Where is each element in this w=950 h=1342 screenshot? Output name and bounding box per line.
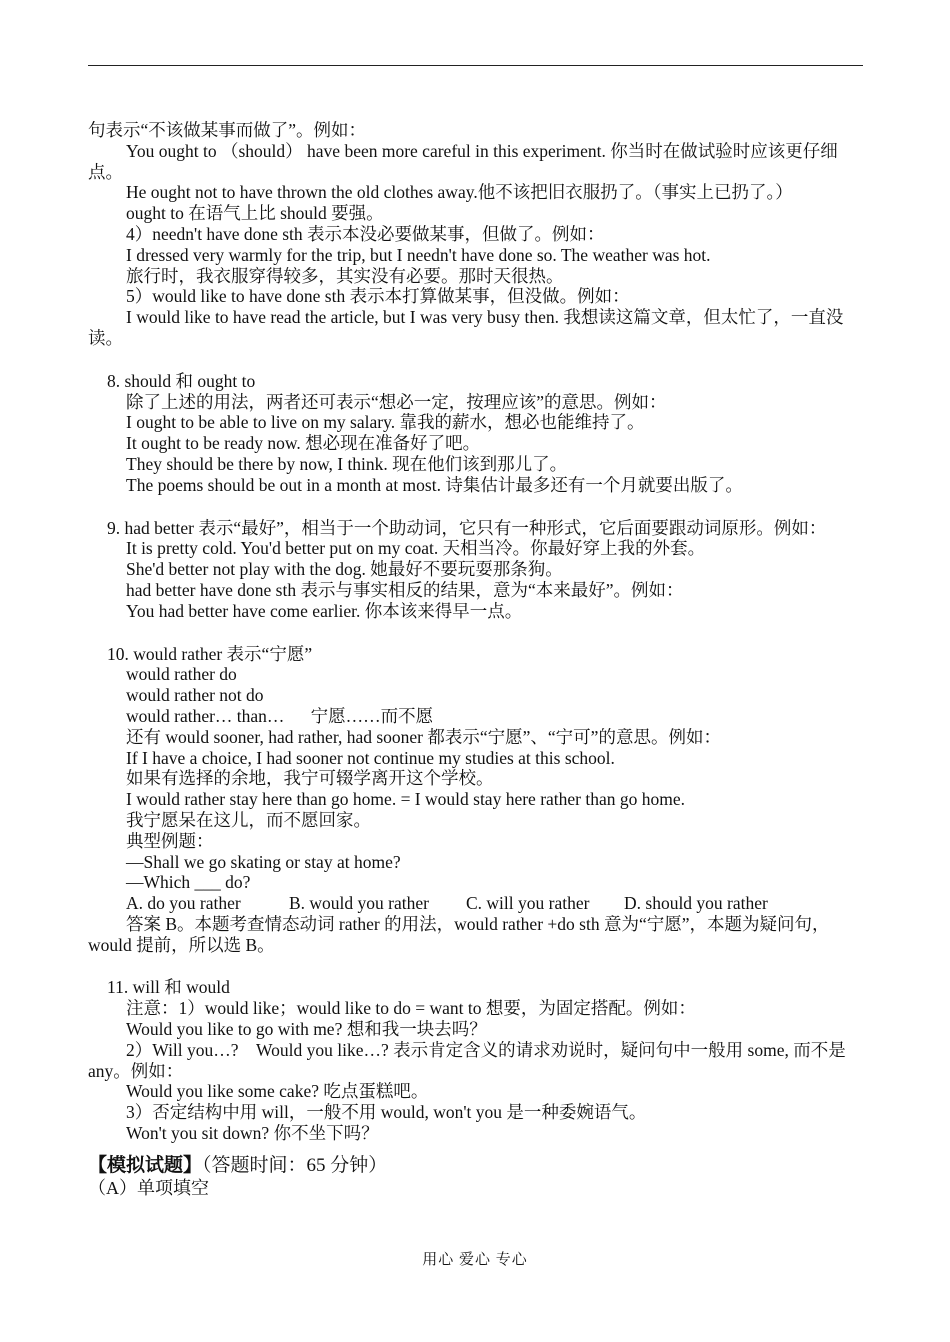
option-c: C. will you rather xyxy=(466,893,590,914)
paragraph-line: I ought to be able to live on my salary. 靠我的薪水，想必也能维持了。 xyxy=(126,412,645,433)
paragraph-line: 句表示“不该做某事而做了”。例如： xyxy=(88,120,367,140)
section-heading: 10. would rather 表示“宁愿” xyxy=(107,643,313,664)
exam-time: （答题时间：65 分钟） xyxy=(202,1154,388,1176)
paragraph-line: I would like to have read the article, but I was very busy then. 我想读这篇文章，但太忙了，一直没读。 xyxy=(88,307,844,348)
paragraph-line: She'd better not play with the dog. 她最好不要玩耍那条狗。 xyxy=(126,559,563,580)
paragraph-line: I would rather stay here than go home. = I would stay here rather than go home. xyxy=(126,789,686,810)
paragraph-line: 2）Will you…? Would you like…? 表示肯定含义的请求劝说时，疑问句中一般用 some, 而不是 any。例如： xyxy=(88,1039,846,1081)
paragraph-line: 还有 would sooner, had rather, had sooner 都表示“宁愿”、“宁可”的意思。例如： xyxy=(126,726,721,747)
paragraph-line: would rather do xyxy=(126,664,237,685)
section-heading: 8. should 和 ought to xyxy=(107,370,256,391)
paragraph-line: 除了上述的用法，两者还可表示“想必一定，按理应该”的意思。例如： xyxy=(126,391,667,412)
paragraph-line: —Shall we go skating or stay at home? xyxy=(126,851,401,872)
header-rule xyxy=(88,65,863,66)
page-footer: 用心 爱心 专心 xyxy=(422,1252,528,1268)
paragraph-line: would rather… than… 宁愿……而不愿 xyxy=(126,705,434,726)
paragraph-line: had better have done sth 表示与事实相反的结果，意为“本来最好”。例如： xyxy=(126,579,684,600)
answer-explanation: 答案 B。本题考查情态动词 rather 的用法，would rather +do sth 意为“宁愿”，本题为疑问句，would 提前，所以选 B。 xyxy=(88,913,830,955)
subsection-heading: （A）单项填空 xyxy=(88,1177,209,1198)
exam-title: 【模拟试题】 xyxy=(88,1154,203,1176)
paragraph-line: 3）否定结构中用 will，一般不用 would, won't you 是一种委婉语气。 xyxy=(126,1102,647,1123)
paragraph-line: You ought to （should） have been more careful in this experiment. 你当时在做试验时应该更仔细点。 xyxy=(88,140,838,182)
paragraph-line: 5）would like to have done sth 表示本打算做某事，但没做。例如： xyxy=(126,286,630,307)
paragraph-line: 我宁愿呆在这儿，而不愿回家。 xyxy=(126,809,371,830)
paragraph-line: 4）needn't have done sth 表示本没必要做某事，但做了。例如： xyxy=(126,223,605,244)
option-b: B. would you rather xyxy=(289,893,429,914)
paragraph-line: Would you like some cake? 吃点蛋糕吧。 xyxy=(126,1081,429,1102)
section-heading: 9. had better 表示“最好”，相当于一个助动词，它只有一种形式，它后面要跟动词原形。例如： xyxy=(107,517,827,538)
exam-heading xyxy=(88,1154,864,1178)
paragraph-line: He ought not to have thrown the old clothes away.他不该把旧衣服扔了。（事实上已扔了。） xyxy=(126,182,793,203)
paragraph-line: Won't you sit down? 你不坐下吗？ xyxy=(126,1123,379,1144)
paragraph-line: The poems should be out in a month at most. 诗集估计最多还有一个月就要出版了。 xyxy=(126,474,743,495)
paragraph-line: It is pretty cold. You'd better put on my coat. 天相当冷。你最好穿上我的外套。 xyxy=(126,538,706,559)
paragraph-line: 如果有选择的余地，我宁可辍学离开这个学校。 xyxy=(126,768,494,789)
paragraph-line: 注意：1）would like；would like to do = want to 想要，为固定搭配。例如： xyxy=(126,998,696,1019)
paragraph-line: 旅行时，我衣服穿得较多，其实没有必要。那时天很热。 xyxy=(126,265,564,286)
section-heading: 11. will 和 would xyxy=(107,977,230,998)
paragraph-line: If I have a choice, I had sooner not continue my studies at this school. xyxy=(126,747,615,768)
document-body xyxy=(88,120,864,1199)
paragraph-line: It ought to be ready now. 想必现在准备好了吧。 xyxy=(126,433,481,454)
paragraph-line: I dressed very warmly for the trip, but I needn't have done so. The weather was hot. xyxy=(126,244,711,265)
answer-options xyxy=(88,893,864,914)
paragraph-line: Would you like to go with me? 想和我一块去吗？ xyxy=(126,1019,487,1040)
paragraph-line: would rather not do xyxy=(126,685,264,706)
paragraph-line: ought to 在语气上比 should 要强。 xyxy=(126,203,384,224)
paragraph-line: —Which ___ do? xyxy=(126,872,251,893)
paragraph-line: You had better have come earlier. 你本该来得早一点。 xyxy=(126,600,523,621)
paragraph-line: 典型例题： xyxy=(126,830,214,851)
paragraph-line: They should be there by now, I think. 现在他们该到那儿了。 xyxy=(126,453,568,474)
option-a: A. do you rather xyxy=(126,893,241,914)
option-d: D. should you rather xyxy=(624,893,768,914)
